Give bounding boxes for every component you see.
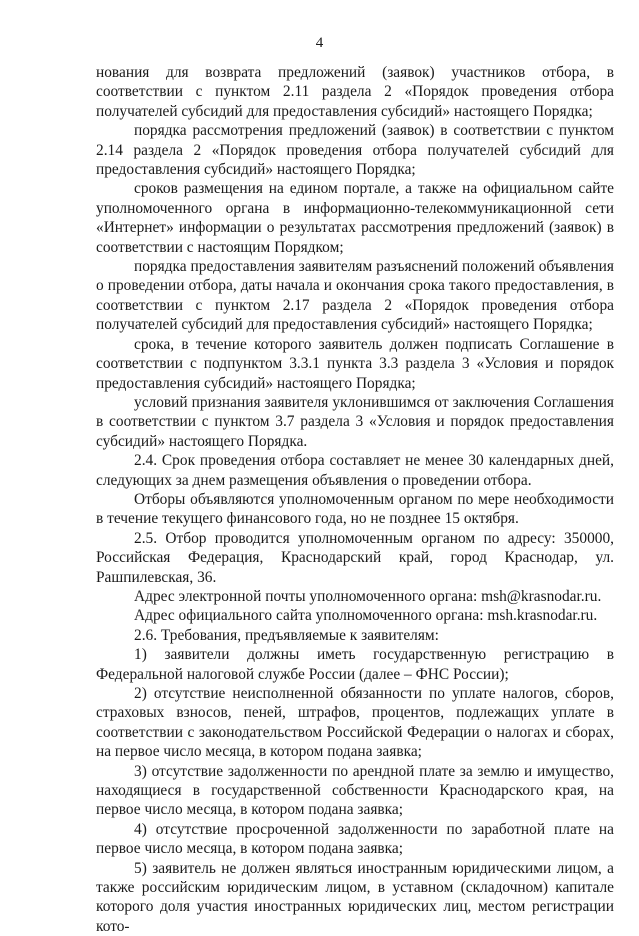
- paragraph: Отборы объявляются уполномоченным органом по мере необходимости в течение текущего финансового года, но не позднее 15 октября.: [96, 490, 614, 528]
- paragraph: 5) заявитель не должен являться иностранным юридическими лицом, а также российским юридическим лицом, в уставном (складочном) капитале которого доля участия иностранных юридических лиц, местом регистрации кото-: [96, 859, 614, 935]
- paragraph: порядка рассмотрения предложений (заявок) в соответствии с пунктом 2.14 раздела 2 «Порядок проведения отбора получателей субсидий для предоставления субсидий» настоящего Порядка;: [96, 122, 614, 179]
- paragraph: 1) заявители должны иметь государственную регистрацию в Федеральной налоговой службе России (далее – ФНС России);: [96, 646, 614, 683]
- paragraph: 2.4. Срок проведения отбора составляет не менее 30 календарных дней, следующих за днем размещения объявления о проведении отбора.: [96, 452, 614, 489]
- paragraph: 2) отсутствие неисполненной обязанности по уплате налогов, сборов, страховых взносов, пеней, штрафов, процентов, подлежащих уплате в соответствии с законодательством Российской Федерации о налогах и сборах, на первое число месяца, в котором подана заявка;: [96, 685, 614, 761]
- paragraph: Адрес электронной почты уполномоченного органа: msh@krasnodar.ru.: [134, 587, 602, 605]
- paragraph: 2.6. Требования, предъявляемые к заявителям:: [134, 626, 439, 644]
- document-body: [96, 63, 614, 936]
- page-number: 4: [315, 35, 324, 51]
- paragraph: сроков размещения на едином портале, а также на официальном сайте уполномоченного органа в информационно-телекоммуникационной сети «Интернет» информации о результатах рассмотрения предложений (заявок) в соответствии с настоящим Порядком;: [96, 180, 614, 256]
- paragraph: 3) отсутствие задолженности по арендной плате за землю и имущество, находящиеся в государственной собственности Краснодарского края, на первое число месяца, в котором подана заявка;: [96, 762, 614, 819]
- paragraph: 4) отсутствие просроченной задолженности по заработной плате на первое число месяца, в котором подана заявка;: [96, 820, 614, 858]
- paragraph: срока, в течение которого заявитель должен подписать Соглашение в соответствии с подпунктом 3.3.1 пункта 3.3 раздела 3 «Условия и порядок предоставления субсидий» настоящего Порядка;: [96, 335, 614, 392]
- paragraph: условий признания заявителя уклонившимся от заключения Соглашения в соответствии с пунктом 3.7 раздела 3 «Условия и порядок предоставления субсидий» настоящего Порядка.: [96, 393, 614, 450]
- paragraph: Адрес официального сайта уполномоченного органа: msh.krasnodar.ru.: [134, 607, 598, 625]
- paragraph: 2.5. Отбор проводится уполномоченным органом по адресу: 350000, Российская Федерация, Краснодарский край, город Краснодар, ул. Рашпилевская, 36.: [96, 529, 614, 586]
- paragraph: нования для возврата предложений (заявок) участников отбора, в соответствии с пунктом 2.11 раздела 2 «Порядок проведения отбора получателей субсидий для предоставления субсидий» настоящего Порядка;: [96, 64, 614, 120]
- paragraph: порядка предоставления заявителям разъяснений положений объявления о проведении отбора, даты начала и окончания срока такого предоставления, в соответствии с пунктом 2.17 раздела 2 «Порядок проведения отбора получателей субсидий для предоставления субсидий» настоящего Порядка;: [96, 258, 614, 334]
